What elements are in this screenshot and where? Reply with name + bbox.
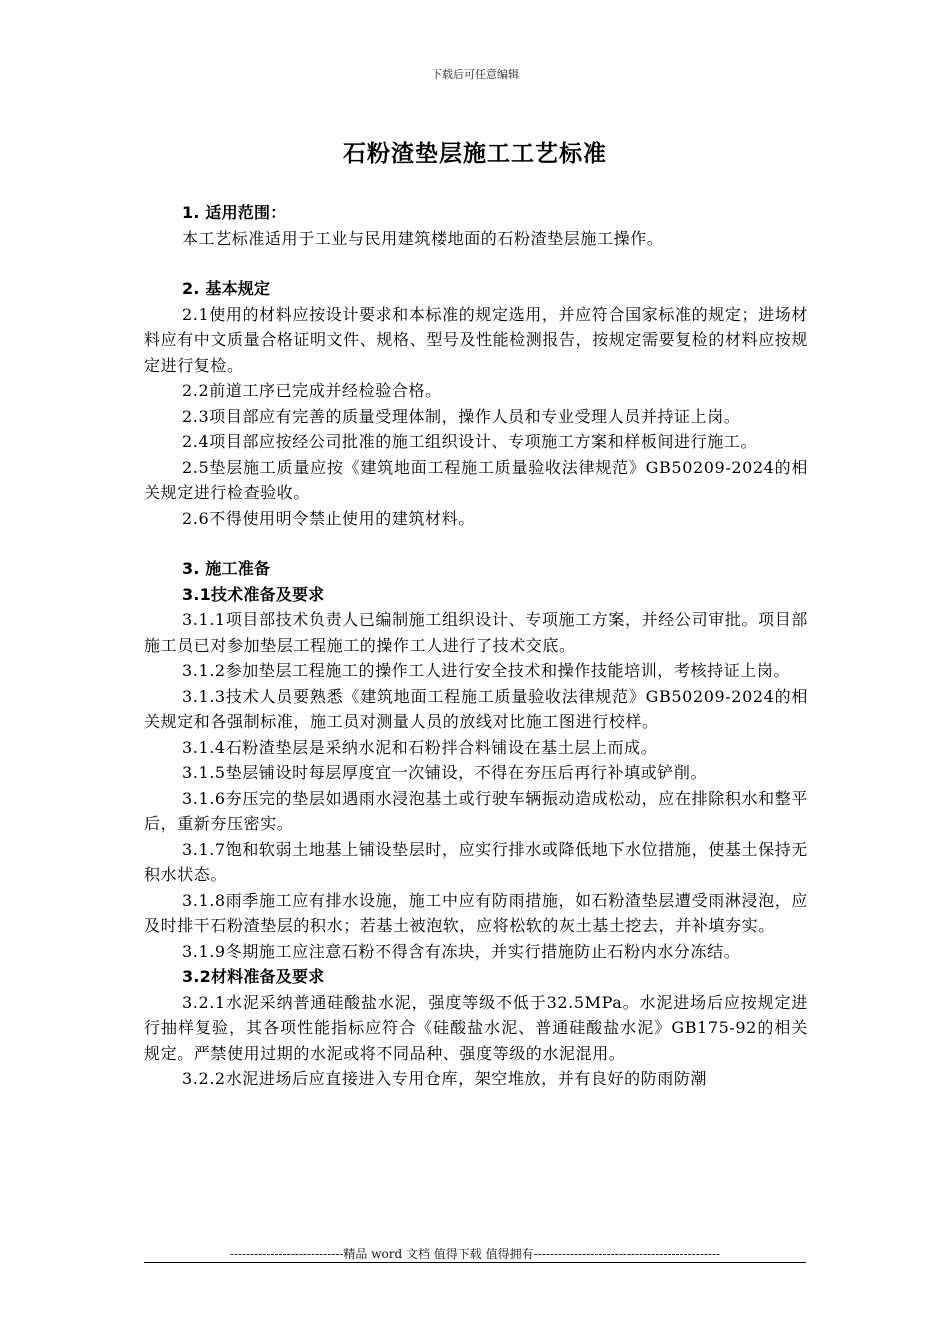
paragraph: 3.1.9冬期施工应注意石粉不得含有冻块，并实行措施防止石粉内水分冻结。 xyxy=(182,941,741,961)
paragraph: 2.2前道工序已完成并经检验合格。 xyxy=(182,381,442,400)
document-body xyxy=(144,200,808,1092)
paragraph: 3.1.1项目部技术负责人已编制施工组织设计、专项施工方案，并经公司审批。项目部施工员已对参加垫层工程施工的操作工人进行了技术交底。 xyxy=(144,610,808,655)
paragraph: 3.1.2参加垫层工程施工的操作工人进行安全技术和操作技能培训，考核持证上岗。 xyxy=(182,661,791,680)
paragraph: 3.1.8雨季施工应有排水设施，施工中应有防雨措施，如石粉渣垫层遭受雨淋浸泡，应及时排干石粉渣垫层的积水；若基土被泡软，应将松软的灰土基土挖去，并补填夯实。 xyxy=(144,890,808,935)
paragraph: 3.1.3技术人员要熟悉《建筑地面工程施工质量验收法律规范》GB50209-2024的相关规定和各强制标准，施工员对测量人员的放线对比施工图进行校样。 xyxy=(144,686,808,731)
paragraph: 3.2.1水泥采纳普通硅酸盐水泥，强度等级不低于32.5MPa。水泥进场后应按规定进行抽样复验，其各项性能指标应符合《硅酸盐水泥、普通硅酸盐水泥》GB175-92的相关规定。严禁使用过期的水泥或将不同品种、强度等级的水泥混用。 xyxy=(144,992,808,1063)
section-heading-2: 2. 基本规定 xyxy=(182,279,271,298)
document-title: 石粉渣垫层施工工艺标准 xyxy=(343,141,607,167)
subsection-heading-3-2: 3.2材料准备及要求 xyxy=(182,967,325,986)
paragraph: 2.6不得使用明令禁止使用的建筑材料。 xyxy=(182,508,475,528)
paragraph: 3.1.5垫层铺设时每层厚度宜一次铺设，不得在夯压后再行补填或铲削。 xyxy=(182,763,708,782)
paragraph: 2.1使用的材料应按设计要求和本标准的规定选用，并应符合国家标准的规定；进场材料应有中文质量合格证明文件、规格、型号及性能检测报告，按规定需要复检的材料应按规定进行复检。 xyxy=(144,304,809,375)
page-footer: ----------------------------精品 word 文档 值得下载 值得拥有---------------------------------------------- xyxy=(229,1247,721,1261)
footer-divider xyxy=(144,1262,806,1263)
paragraph: 3.1.7饱和软弱土地基上铺设垫层时，应实行排水或降低地下水位措施，使基土保持无积水状态。 xyxy=(144,839,808,884)
section-heading-3: 3. 施工准备 xyxy=(182,559,271,578)
paragraph: 3.1.4石粉渣垫层是采纳水泥和石粉拌合料铺设在基土层上而成。 xyxy=(182,737,658,757)
paragraph: 2.3项目部应有完善的质量受理体制，操作人员和专业受理人员并持证上岗。 xyxy=(182,406,741,426)
paragraph: 本工艺标准适用于工业与民用建筑楼地面的石粉渣垫层施工操作。 xyxy=(182,228,664,248)
paragraph: 3.2.2水泥进场后应直接进入专用仓库，架空堆放，并有良好的防雨防潮 xyxy=(182,1069,708,1088)
paragraph: 2.4项目部应按经公司批准的施工组织设计、专项施工方案和样板间进行施工。 xyxy=(182,432,758,451)
subsection-heading-3-1: 3.1技术准备及要求 xyxy=(182,584,325,604)
paragraph: 2.5垫层施工质量应按《建筑地面工程施工质量验收法律规范》GB50209-2024的相关规定进行检查验收。 xyxy=(144,457,808,502)
section-heading-1: 1. 适用范围： xyxy=(182,203,287,222)
page-header: 下载后可任意编辑 xyxy=(431,68,519,81)
paragraph: 3.1.6夯压完的垫层如遇雨水浸泡基土或行驶车辆振动造成松动，应在排除积水和整平后，重新夯压密实。 xyxy=(144,788,808,833)
